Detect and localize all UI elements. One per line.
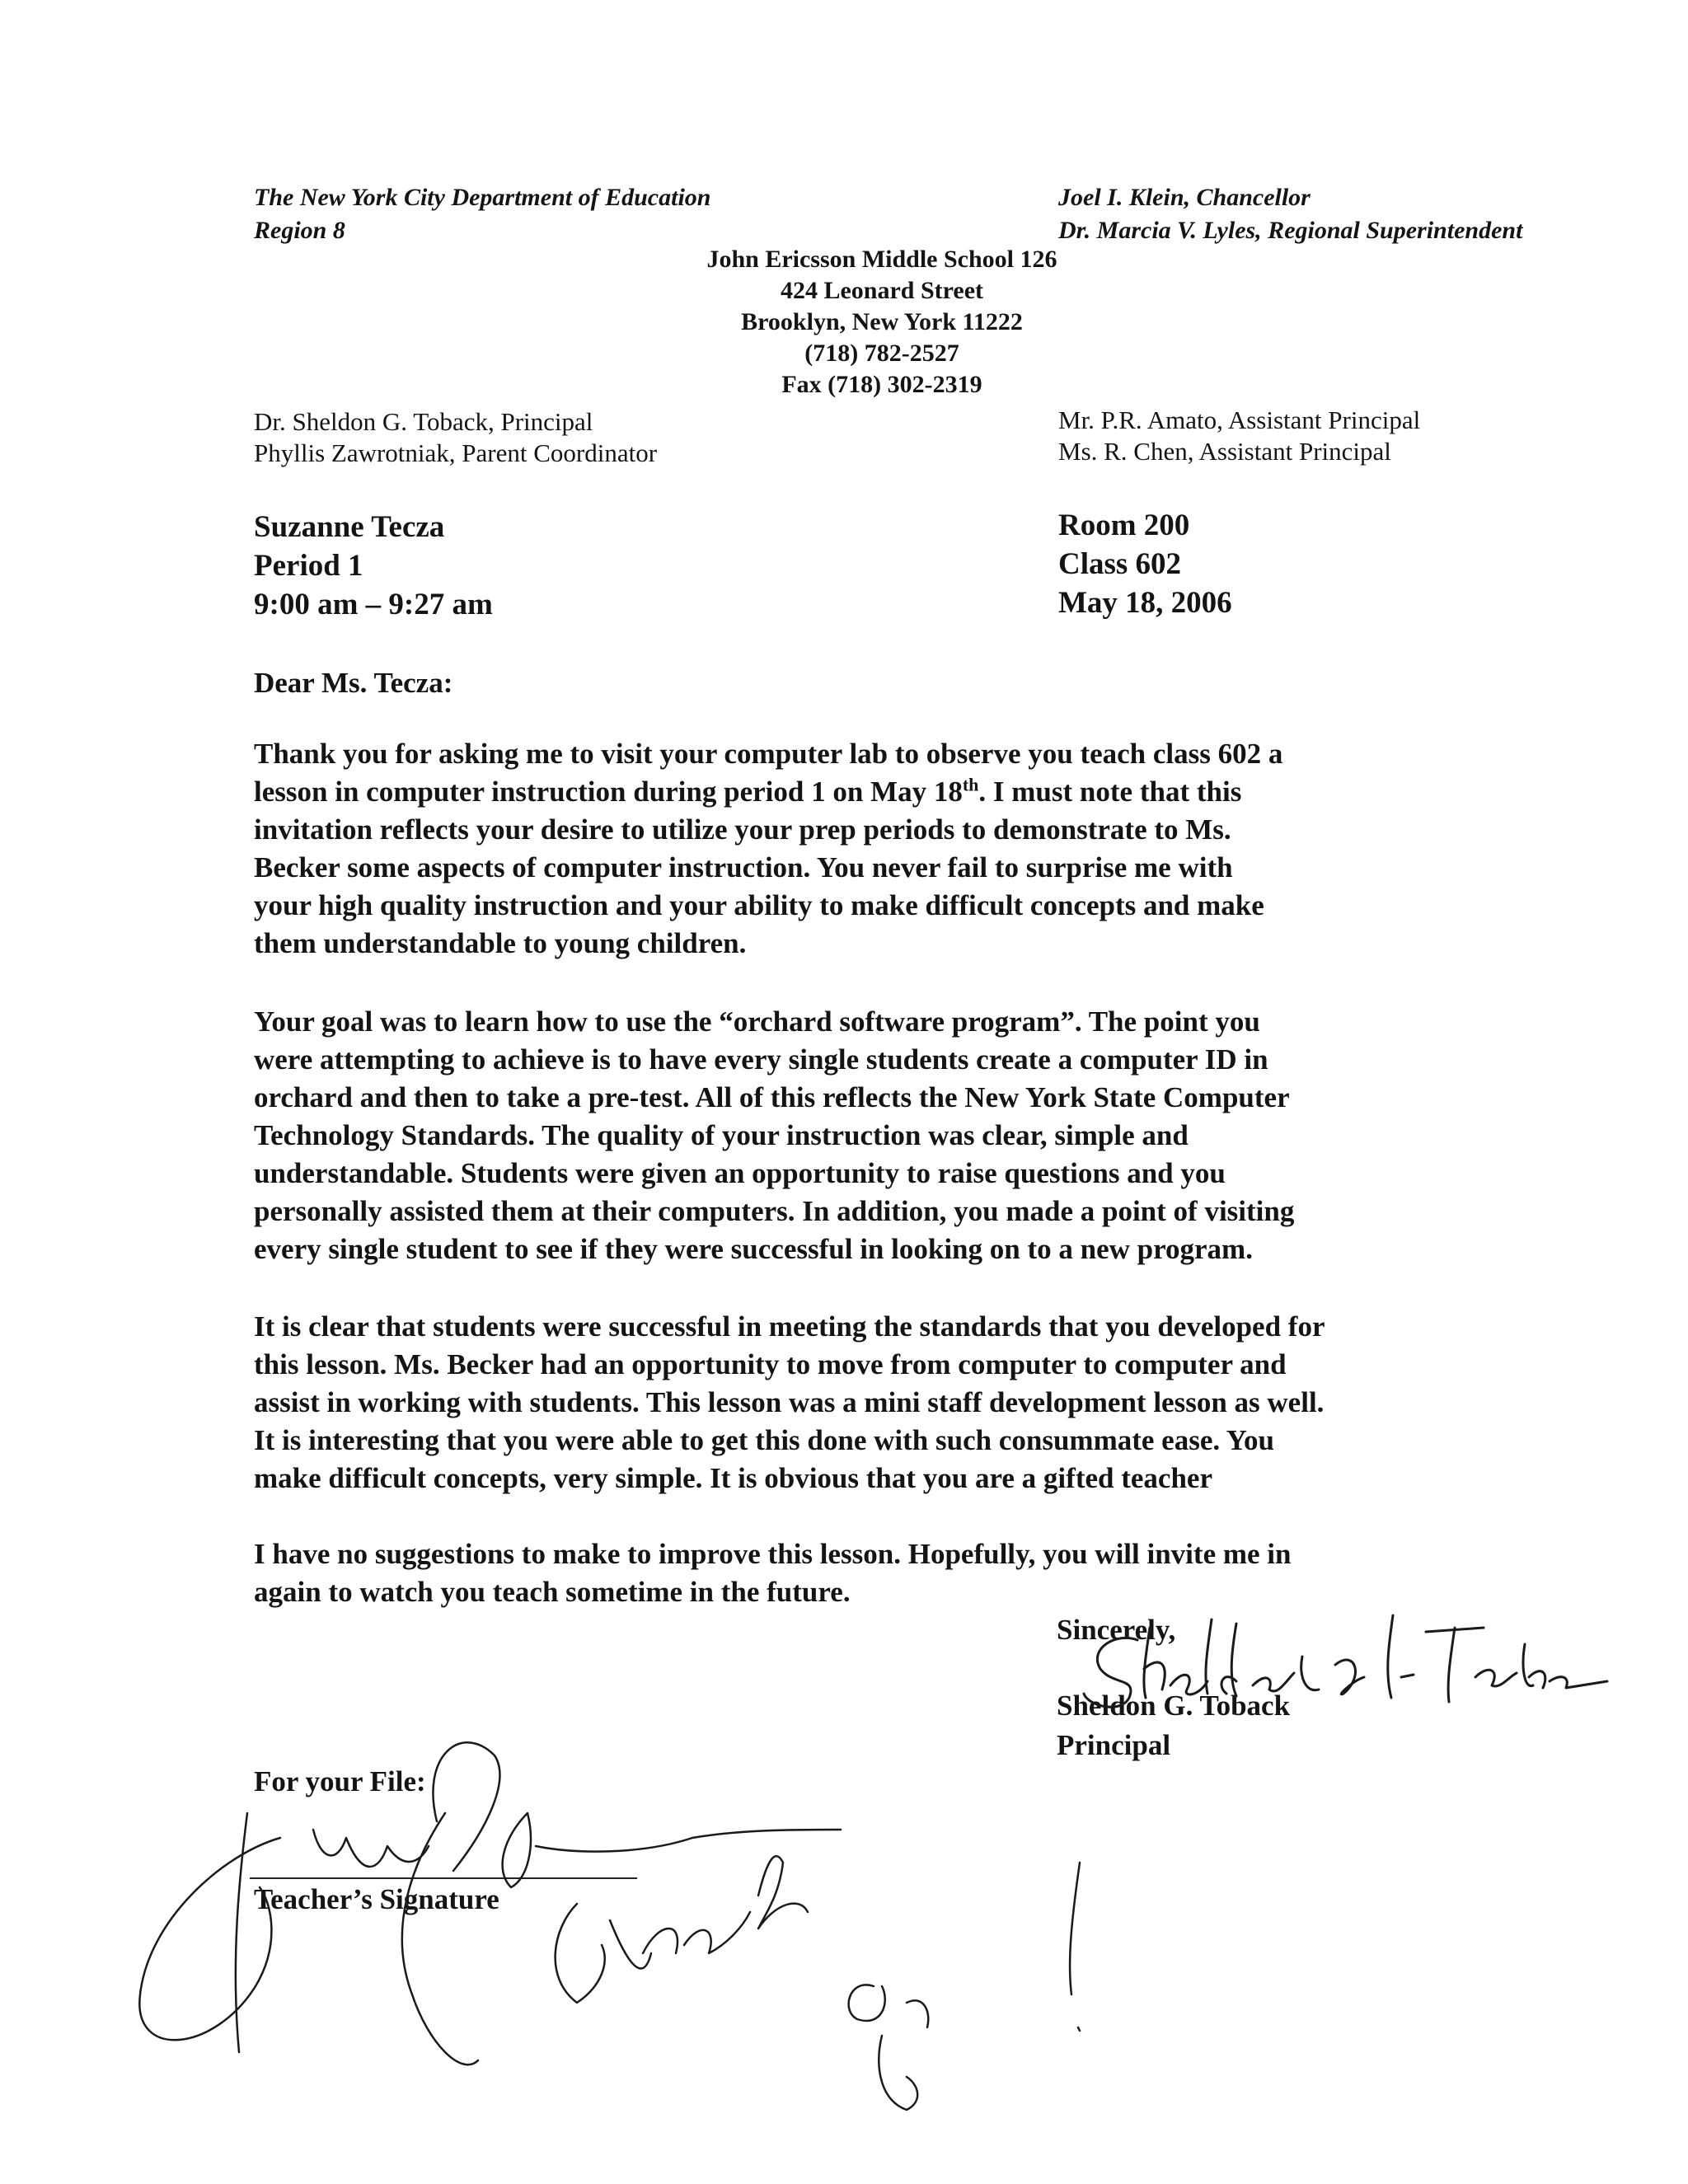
- paragraph-1-end: . I must note that this invitation reflects your desire to utilize your prep periods to demonstrate to Ms. Becker some aspects of computer instruction. You never fail to surprise me with your high quality instruction and your ability to make difficult concepts and make them understandable to young children.: [254, 776, 1264, 959]
- signature-label: Teacher’s Signature: [254, 1883, 499, 1915]
- school-address-block: [577, 244, 1187, 401]
- chancellor: Joel I. Klein, Chancellor: [1058, 184, 1311, 211]
- school-city: Brooklyn, New York 11222: [741, 308, 1023, 335]
- coordinator-line: Phyllis Zawrotniak, Parent Coordinator: [254, 438, 658, 467]
- school-fax: Fax (718) 302-2319: [781, 371, 982, 398]
- file-label: For your File:: [254, 1765, 426, 1797]
- paragraph-1: [254, 735, 1540, 963]
- paragraph-1-start: Thank you for asking me to visit your computer lab to observe you teach class 602 a lesson in computer instruction during period 1 on May 18: [254, 738, 1283, 808]
- principal-name: Sheldon G. Toback: [1057, 1690, 1291, 1722]
- paragraph-3: It is clear that students were successful in meeting the standards that you developed for this lesson. Ms. Becker had an opportunity to move from computer to computer and assist in working with students. This lesson was a mini staff development lesson as well. It is interesting that you were able to get this done with such consummate ease. You make difficult concepts, very simple. It is obvious that you are a gifted teacher: [254, 1310, 1325, 1494]
- letter-date: May 18, 2006: [1058, 586, 1232, 620]
- teacher-name: Suzanne Tecza: [254, 510, 445, 544]
- school-street: 424 Leonard Street: [780, 277, 984, 304]
- org-region: Region 8: [254, 217, 345, 244]
- assistant-principal-1: Mr. P.R. Amato, Assistant Principal: [1058, 405, 1421, 434]
- salutation: Dear Ms. Tecza:: [254, 667, 453, 699]
- ordinal-suffix: th: [962, 774, 979, 795]
- class-number: Class 602: [1058, 547, 1182, 581]
- period: Period 1: [254, 549, 363, 583]
- superintendent: Dr. Marcia V. Lyles, Regional Superintendent: [1058, 217, 1523, 244]
- school-name: John Ericsson Middle School 126: [706, 246, 1057, 273]
- paragraph-4: I have no suggestions to make to improve this lesson. Hopefully, you will invite me in again to watch you teach sometime in the future.: [254, 1538, 1292, 1608]
- paragraph-2: Your goal was to learn how to use the “orchard software program”. The point you were attempting to achieve is to have every single students create a computer ID in orchard and then to take a pre-test. All of this reflects the New York State Computer Technology Standards. The quality of your instruction was clear, simple and understandable. Students were given an opportunity to raise questions and you personally assisted them at their computers. In addition, you made a point of visiting every single student to see if they were successful in looking on to a new program.: [254, 1005, 1295, 1265]
- principal-title: Principal: [1057, 1729, 1171, 1761]
- school-phone: (718) 782-2527: [804, 340, 959, 367]
- org-name: The New York City Department of Education: [254, 184, 711, 211]
- assistant-principal-2: Ms. R. Chen, Assistant Principal: [1058, 437, 1391, 466]
- teacher-signature: [115, 1714, 1137, 2143]
- principal-line: Dr. Sheldon G. Toback, Principal: [254, 407, 593, 436]
- closing-sincerely: Sincerely,: [1057, 1614, 1176, 1646]
- room: Room 200: [1058, 509, 1190, 542]
- principal-signature: [1039, 1599, 1615, 1722]
- time-range: 9:00 am – 9:27 am: [254, 588, 493, 621]
